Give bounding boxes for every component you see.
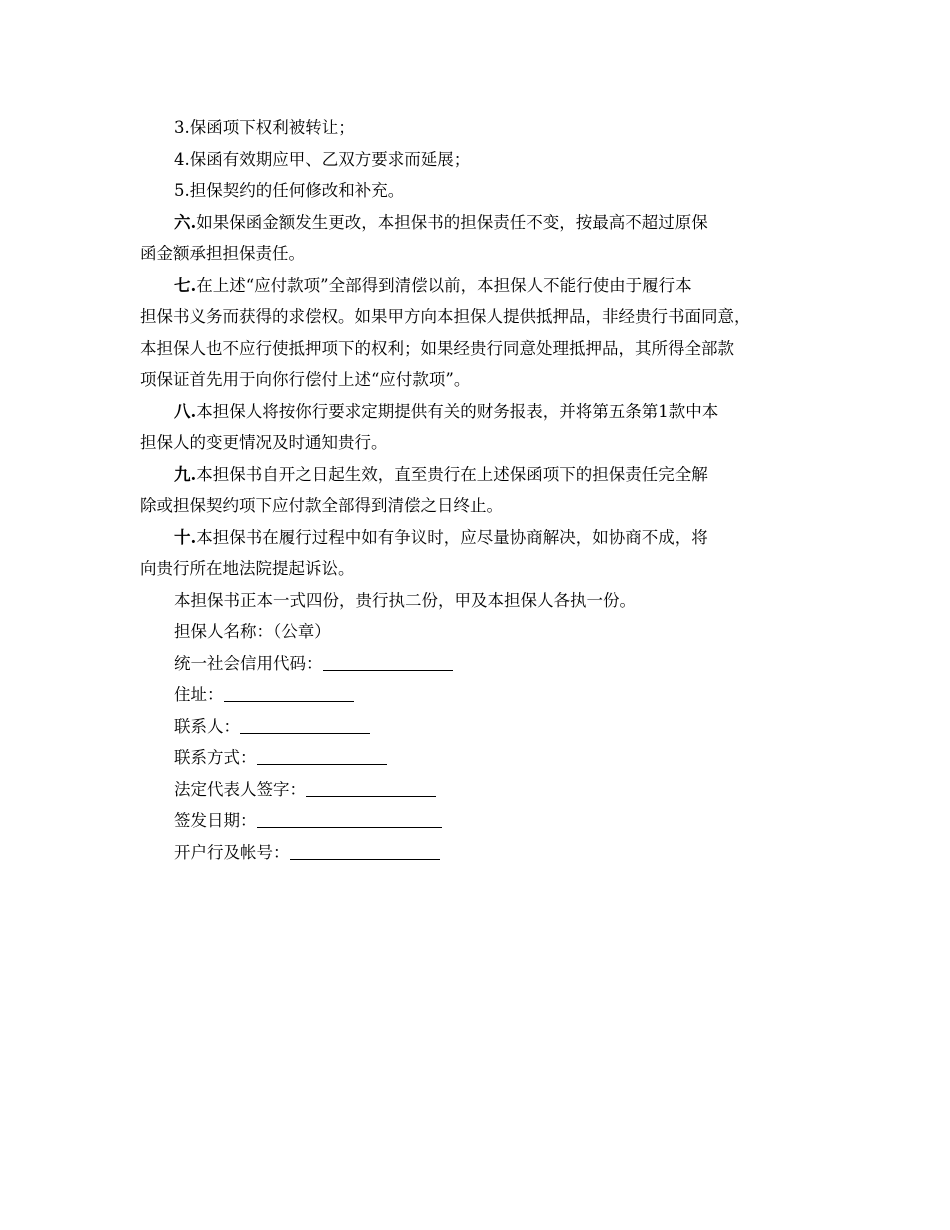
- guarantor-name-label: 担保人名称：（公章）: [174, 622, 331, 641]
- clause-seven-line-2: 担保书义务而获得的求偿权。如果甲方向本担保人提供抵押品，非经贵行书面同意，: [140, 307, 751, 326]
- issue-date-field: [140, 805, 830, 837]
- credit-code-blank: [323, 650, 453, 671]
- contact-method-field: [140, 742, 830, 774]
- clause-ten-text: 本担保书在履行过程中如有争议时，应尽量协商解决，如协商不成，将: [196, 527, 708, 547]
- legal-rep-field: [140, 774, 830, 806]
- bank-account-field: [140, 837, 830, 869]
- clause-nine-line-1: [140, 459, 830, 491]
- clause-seven-line-4: 项保证首先用于向你行偿付上述“应付款项”。: [140, 370, 471, 389]
- clause-six-text: 如果保函金额发生更改，本担保书的担保责任不变，按最高不超过原保: [196, 212, 708, 232]
- clause-six-line-1: [140, 207, 830, 239]
- contact-method-label: 联系方式：: [174, 748, 257, 767]
- clause-ten-line-1: [140, 522, 830, 554]
- address-blank: [224, 681, 354, 702]
- credit-code-field: [140, 648, 830, 680]
- clause-ten-line-2: 向贵行所在地法院提起诉讼。: [140, 559, 355, 578]
- bank-account-label: 开户行及帐号：: [174, 842, 290, 862]
- clause-eight-number: 八.: [174, 401, 197, 421]
- clause-eight-text: 本担保人将按你行要求定期提供有关的财务报表，并将第五条第1款中本: [196, 401, 719, 421]
- credit-code-label: 统一社会信用代码：: [174, 653, 323, 673]
- clause-eight-line-2: 担保人的变更情况及时通知贵行。: [140, 433, 388, 452]
- clause-eight-line-1: [140, 396, 830, 428]
- clause-nine-text: 本担保书自开之日起生效，直至贵行在上述保函项下的担保责任完全解: [196, 464, 708, 484]
- contact-person-field: [140, 711, 830, 743]
- address-label: 住址：: [174, 685, 224, 704]
- legal-rep-label: 法定代表人签字：: [174, 779, 306, 799]
- contact-method-blank: [257, 744, 387, 765]
- document-page: [140, 112, 830, 868]
- clause-nine-line-2: 除或担保契约项下应付款全部得到清偿之日终止。: [140, 496, 503, 515]
- clause-nine-number: 九.: [174, 464, 197, 484]
- issue-date-blank: [257, 807, 442, 828]
- item-5: 5.担保契约的任何修改和补充。: [174, 181, 405, 200]
- item-4: 4.保函有效期应甲、乙双方要求而延展；: [174, 149, 471, 169]
- issue-date-label: 签发日期：: [174, 811, 257, 830]
- clause-seven-line-1: [140, 270, 830, 302]
- contact-person-label: 联系人：: [174, 716, 240, 736]
- address-field: [140, 679, 830, 711]
- clause-six-line-2: 函金额承担担保责任。: [140, 244, 305, 263]
- clause-ten-number: 十.: [174, 527, 197, 547]
- clause-seven-number: 七.: [174, 275, 197, 295]
- contact-person-blank: [240, 713, 370, 734]
- bank-account-blank: [290, 839, 440, 860]
- clause-seven-text: 在上述“应付款项”全部得到清偿以前，本担保人不能行使由于履行本: [196, 275, 692, 295]
- guarantor-name-field: [140, 616, 830, 648]
- item-3: 3.保函项下权利被转让；: [174, 118, 355, 137]
- clause-seven-line-3: 本担保人也不应行使抵押项下的权利；如果经贵行同意处理抵押品，其所得全部款: [140, 338, 734, 358]
- copies-statement: 本担保书正本一式四份，贵行执二份，甲及本担保人各执一份。: [174, 590, 636, 610]
- clause-six-number: 六.: [174, 212, 197, 232]
- legal-rep-blank: [306, 776, 436, 797]
